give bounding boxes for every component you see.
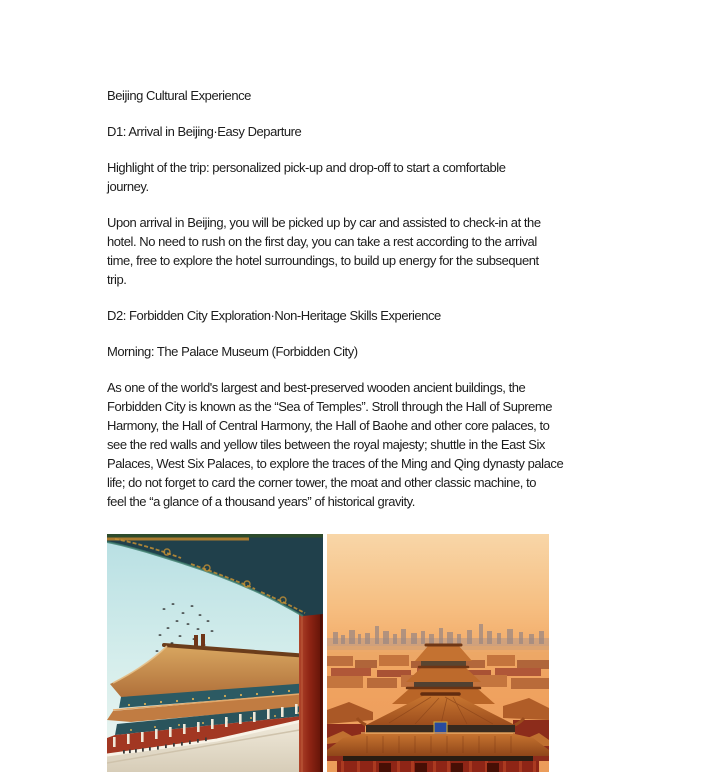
document-text	[107, 86, 667, 528]
red-column	[299, 590, 323, 772]
photo-row	[107, 534, 549, 772]
forbidden-city-hall-daylight-photo[interactable]	[107, 534, 323, 772]
highlight-paragraph	[107, 158, 667, 196]
forbidden-city-sunset-panorama-photo[interactable]	[327, 534, 549, 772]
text-line: Harmony, the Hall of Central Harmony, the Hall of Baohe and other core palaces, to	[107, 418, 550, 433]
text-line: Palaces, West Six Palaces, to explore the traces of the Ming and Qing dynasty palace	[107, 456, 564, 471]
red-palace-wall	[337, 761, 539, 772]
hall-photo-graphic	[107, 534, 323, 772]
doc-title: Beijing Cultural Experience	[107, 88, 251, 103]
morning-heading: Morning: The Palace Museum (Forbidden City)	[107, 344, 358, 359]
day2-heading: D2: Forbidden City Exploration·Non-Heritage Skills Experience	[107, 308, 441, 323]
text-line: feel the “a glance of a thousand years” of historical gravity.	[107, 494, 415, 509]
text-line: Forbidden City is known as the “Sea of Temples”. Stroll through the Hall of Supreme	[107, 399, 553, 414]
text-line: trip.	[107, 272, 127, 287]
day1-heading-paragraph	[107, 122, 667, 141]
arrival-paragraph	[107, 213, 667, 289]
day2-heading-paragraph	[107, 306, 667, 325]
text-line: hotel. No need to rush on the first day, you can take a rest according to the arrival	[107, 234, 537, 249]
text-line: Upon arrival in Beijing, you will be picked up by car and assisted to check-in at the	[107, 215, 541, 230]
doc-title-paragraph	[107, 86, 667, 105]
text-line: Highlight of the trip: personalized pick-up and drop-off to start a comfortable	[107, 160, 506, 175]
text-line: journey.	[107, 179, 149, 194]
text-line: time, free to explore the hotel surroundings, to build up energy for the subsequent	[107, 253, 539, 268]
text-line: see the red walls and yellow tiles between the royal majesty; shuttle in the East Six	[107, 437, 545, 452]
gate-plaque	[434, 722, 447, 736]
forbidden-city-paragraph	[107, 378, 667, 511]
morning-heading-paragraph	[107, 342, 667, 361]
text-line: life; do not forget to card the corner tower, the moat and other classic machine, to	[107, 475, 537, 490]
sunset-photo-graphic	[327, 534, 549, 772]
text-line: As one of the world's largest and best-preserved wooden ancient buildings, the	[107, 380, 526, 395]
day1-heading: D1: Arrival in Beijing·Easy Departure	[107, 124, 302, 139]
